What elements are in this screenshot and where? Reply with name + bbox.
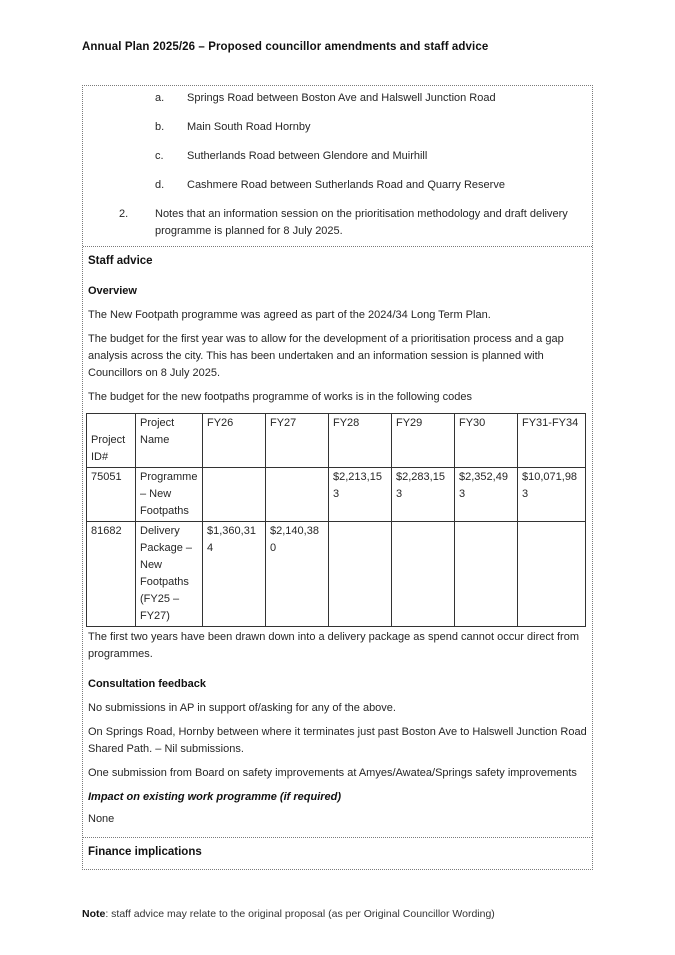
list-item <box>119 206 587 240</box>
cell-fy28 <box>329 522 392 627</box>
list-item <box>155 177 587 194</box>
list-marker: d. <box>155 179 165 191</box>
budget-table <box>86 413 586 627</box>
list-marker: b. <box>155 121 165 133</box>
list-item <box>155 148 587 165</box>
overview-paragraph: The New Footpath programme was agreed as part of the 2024/34 Long Term Plan. <box>88 309 491 321</box>
footnote-text: : staff advice may relate to the original proposal (as per Original Councillor Wording) <box>105 907 495 920</box>
cell-project-id: 75051 <box>87 468 136 522</box>
cell-fy31-fy34: $10,071,983 <box>518 468 586 522</box>
impact-heading: Impact on existing work programme (if required) <box>88 791 342 803</box>
cell-fy30: $2,352,493 <box>455 468 518 522</box>
col-header-fy30: FY30 <box>455 414 518 468</box>
overview-heading: Overview <box>88 285 137 297</box>
col-header-project-id: Project ID# <box>87 414 136 468</box>
table-row <box>87 522 586 627</box>
col-header-fy26: FY26 <box>203 414 266 468</box>
col-header-fy27: FY27 <box>266 414 329 468</box>
col-header-project-name: Project Name <box>136 414 203 468</box>
list-item-text: Main South Road Hornby <box>187 121 311 133</box>
cell-project-name: Delivery Package – New Footpaths (FY25 – FY27) <box>136 522 203 627</box>
list-item-text: Notes that an information session on the prioritisation methodology and draft delivery programme is planned for 8 July 2025. <box>155 208 568 237</box>
consultation-paragraph: One submission from Board on safety improvements at Amyes/Awatea/Springs safety improvements <box>88 767 577 779</box>
list-marker: a. <box>155 92 165 104</box>
advice-card <box>82 85 593 870</box>
consultation-paragraph: On Springs Road, Hornby between where it terminates just past Boston Ave to Halswell Junction Road Shared Path. – Nil submissions. <box>88 726 587 755</box>
consultation-paragraph: No submissions in AP in support of/asking for any of the above. <box>88 702 396 714</box>
cell-fy29 <box>392 522 455 627</box>
consultation-heading: Consultation feedback <box>88 678 206 690</box>
table-row <box>87 468 586 522</box>
cell-fy27: $2,140,380 <box>266 522 329 627</box>
list-marker: c. <box>155 150 164 162</box>
staff-advice-section <box>83 246 592 837</box>
cell-project-name: Programme – New Footpaths <box>136 468 203 522</box>
list-item-text: Cashmere Road between Sutherlands Road and Quarry Reserve <box>187 179 505 191</box>
cell-fy30 <box>455 522 518 627</box>
cell-fy26: $1,360,314 <box>203 522 266 627</box>
finance-section <box>83 837 592 869</box>
impact-value: None <box>88 813 115 825</box>
cell-fy31-fy34 <box>518 522 586 627</box>
list-marker: 2. <box>119 208 129 220</box>
finance-heading: Finance implications <box>88 846 202 858</box>
proposal-section <box>83 86 592 246</box>
table-header-row <box>87 414 586 468</box>
staff-advice-heading: Staff advice <box>88 255 153 267</box>
cell-fy28: $2,213,153 <box>329 468 392 522</box>
overview-paragraph: The budget for the new footpaths programme of works is in the following codes <box>88 391 472 403</box>
cell-project-id: 81682 <box>87 522 136 627</box>
after-table-note: The first two years have been drawn down into a delivery package as spend cannot occur direct from programmes. <box>88 631 579 660</box>
list-item-text: Sutherlands Road between Glendore and Muirhill <box>187 150 428 162</box>
col-header-fy29: FY29 <box>392 414 455 468</box>
list-item <box>155 90 587 107</box>
footnote-label: Note <box>82 907 106 920</box>
list-item <box>155 119 587 136</box>
col-header-fy31-fy34: FY31-FY34 <box>518 414 586 468</box>
overview-paragraph: The budget for the first year was to allow for the development of a prioritisation process and a gap analysis across the city. This has been undertaken and an information session is planned with Councillors on 8 July 2025. <box>88 333 564 379</box>
list-item-text: Springs Road between Boston Ave and Halswell Junction Road <box>187 92 496 104</box>
col-header-fy28: FY28 <box>329 414 392 468</box>
cell-fy26 <box>203 468 266 522</box>
footnote <box>82 908 495 920</box>
cell-fy27 <box>266 468 329 522</box>
page-title: Annual Plan 2025/26 – Proposed councillor amendments and staff advice <box>82 41 489 53</box>
cell-fy29: $2,283,153 <box>392 468 455 522</box>
